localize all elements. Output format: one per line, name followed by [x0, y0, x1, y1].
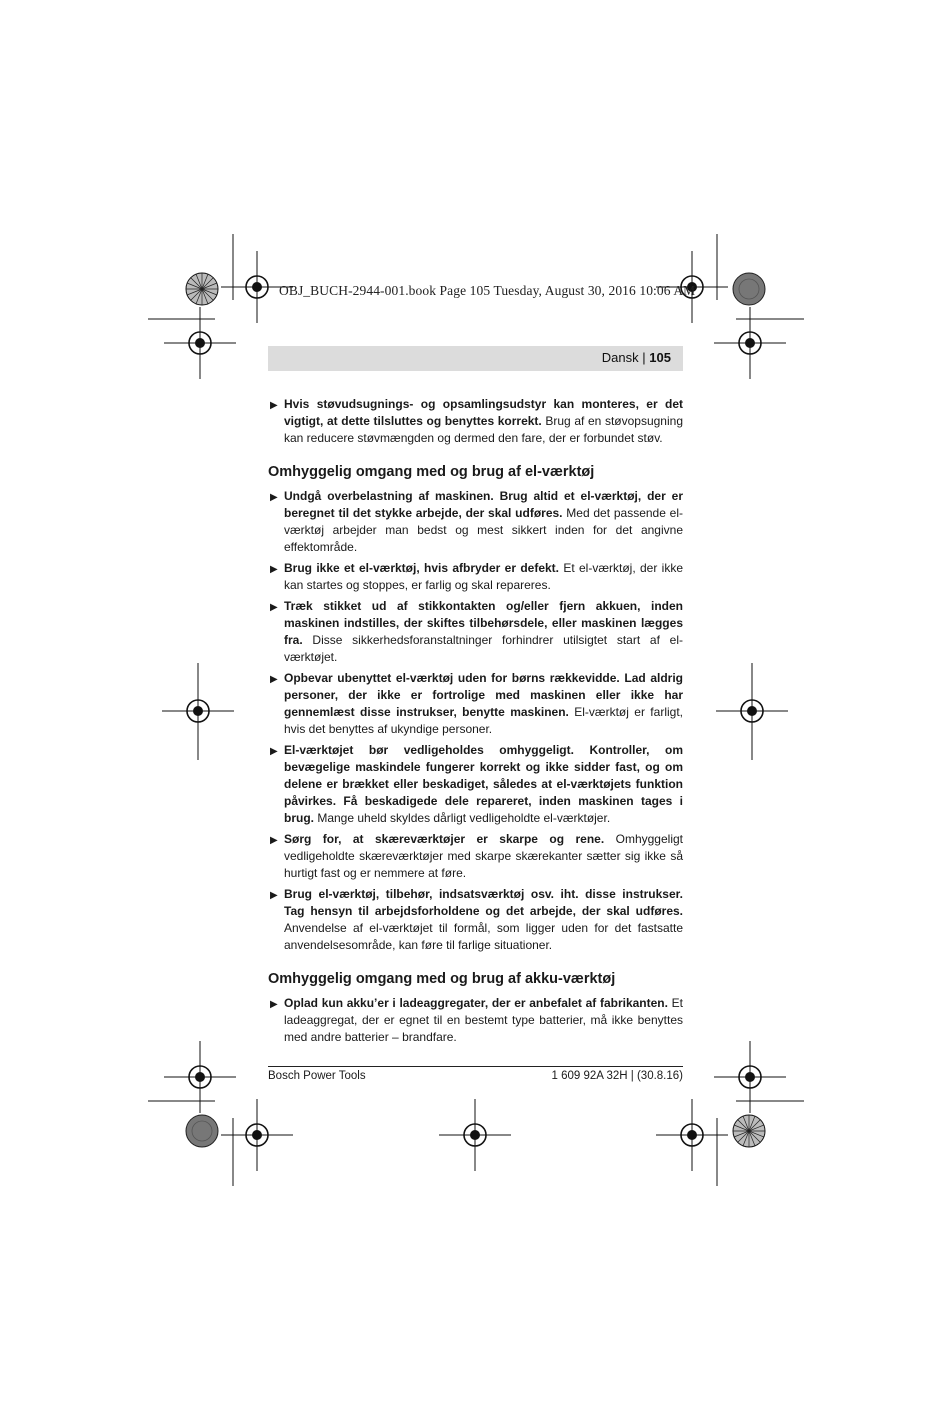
item-bold-text: Brug ikke et el-værktøj, hvis afbryder er defekt.: [284, 561, 560, 575]
registration-mark-icon: [164, 1041, 236, 1113]
item-bold-text: Opbevar ubenyttet el-værktøj uden for børns rækkevidde. Lad aldrig personer, der ikke er fortrolige med maskinen eller ikke har gennemlæst disse instrukser, benytte maskinen.: [284, 671, 683, 719]
gray-circle-icon: [186, 1115, 218, 1147]
item-text: Mange uheld skyldes dårligt vedligeholdte el-værktøjer.: [314, 811, 611, 825]
list-item: [268, 995, 683, 1046]
item-bold-text: Undgå overbelastning af maskinen. Brug altid et el-værktøj, der er beregnet til det stykke arbejde, der skal udføres.: [284, 489, 683, 520]
header-separator: |: [642, 350, 646, 365]
crop-marks-bottom: [148, 1101, 804, 1186]
footer-doc-number: 1 609 92A 32H | (30.8.16): [551, 1070, 683, 1082]
triangle-bullet-icon: ▶: [270, 835, 278, 846]
item-text: Anvendelse af el-værktøjet til formål, som ligger uden for det fastsatte anvendelsesområde, kan føre til farlige situationer.: [284, 921, 683, 952]
item-bold-text: El-værktøjet bør vedligeholdes omhyggeligt. Kontroller, om bevægelige maskindele fungerer korrekt og ikke sidder fast, og om delene er brækket eller beskadiget, således at el-værktøjets funktion påvirkes. Få beskadigede dele repareret, inden maskinen tages i brug.: [284, 743, 683, 825]
triangle-bullet-icon: ▶: [270, 492, 278, 503]
list-item: [268, 396, 683, 447]
list-item: [268, 560, 683, 594]
book-info-line: OBJ_BUCH-2944-001.book Page 105 Tuesday, August 30, 2016 10:06 AM: [279, 283, 696, 298]
page-number: 105: [649, 350, 671, 365]
list-item: [268, 598, 683, 666]
item-bold-text: Træk stikket ud af stikkontakten og/eller fjern akkuen, inden maskinen indstilles, der skiftes tilbehørsdele, eller maskinen lægges fra.: [284, 599, 683, 647]
footer-brand: Bosch Power Tools: [268, 1070, 366, 1082]
triangle-bullet-icon: ▶: [270, 746, 278, 757]
list-item: [268, 488, 683, 556]
item-text: Disse sikkerhedsforanstaltninger forhindrer utilsigtet start af el-værktøjet.: [284, 633, 683, 664]
item-bold-text: Hvis støvudsugnings- og opsamlingsudstyr kan monteres, er det vigtigt, at dette tilsluttes og benyttes korrekt.: [284, 397, 683, 428]
registration-mark-icon: [221, 1099, 293, 1171]
header-text: [602, 350, 671, 365]
item-text: Et el-værktøj, der ikke kan startes og stoppes, er farlig og skal repareres.: [284, 561, 683, 592]
item-text: Omhyggeligt vedligeholdte skæreværktøjer med skarpe skærekanter sætter sig ikke så hurtigt fast og er nemmere at føre.: [284, 832, 683, 880]
item-bold-text: Oplad kun akku’er i ladeaggregater, der er anbefalet af fabrikanten.: [284, 996, 668, 1010]
item-text: Brug af en støvopsugning kan reducere støvmængden og dermed den fare, der er forbundet støv.: [284, 414, 683, 445]
gray-circle-icon: [733, 273, 765, 305]
section-heading: Omhyggelig omgang med og brug af el-værktøj: [268, 464, 595, 480]
item-text: Med det passende el-værktøj arbejder man bedst og mest sikkert inden for det angivne effektområde.: [284, 506, 683, 554]
section-heading: Omhyggelig omgang med og brug af akku-værktøj: [268, 971, 616, 987]
item-text: El-værktøj er farligt, hvis det benyttes af ukyndige personer.: [284, 705, 683, 736]
list-item: [268, 886, 683, 954]
triangle-bullet-icon: ▶: [270, 564, 278, 575]
starburst-icon: [186, 273, 218, 305]
page-header: [268, 346, 683, 371]
triangle-bullet-icon: ▶: [270, 602, 278, 613]
registration-mark-icon: [162, 675, 234, 747]
registration-mark-icon: [439, 1099, 511, 1171]
registration-mark-icon: [714, 307, 786, 379]
list-item: [268, 670, 683, 738]
list-item: [268, 742, 683, 827]
starburst-icon: [733, 1115, 765, 1147]
item-text: Et ladeaggregat, der er egnet til en bestemt type batterier, må ikke benyttes med andre batterier – brandfare.: [284, 996, 684, 1044]
main-content: [268, 396, 683, 1050]
triangle-bullet-icon: ▶: [270, 890, 278, 901]
registration-mark-icon: [714, 1041, 786, 1113]
registration-mark-icon: [164, 307, 236, 379]
triangle-bullet-icon: ▶: [270, 400, 278, 411]
item-bold-text: Sørg for, at skæreværktøjer er skarpe og rene.: [284, 832, 605, 846]
triangle-bullet-icon: ▶: [270, 999, 278, 1010]
footer-rule: [268, 1066, 683, 1067]
triangle-bullet-icon: ▶: [270, 674, 278, 685]
item-bold-text: Brug el-værktøj, tilbehør, indsatsværktøj osv. iht. disse instrukser. Tag hensyn til arbejdsforholdene og det arbejde, der skal udføres.: [284, 887, 683, 918]
header-language: Dansk: [601, 350, 639, 365]
crop-marks-top: [148, 234, 804, 319]
registration-mark-icon: [716, 675, 788, 747]
list-item: [268, 831, 683, 882]
